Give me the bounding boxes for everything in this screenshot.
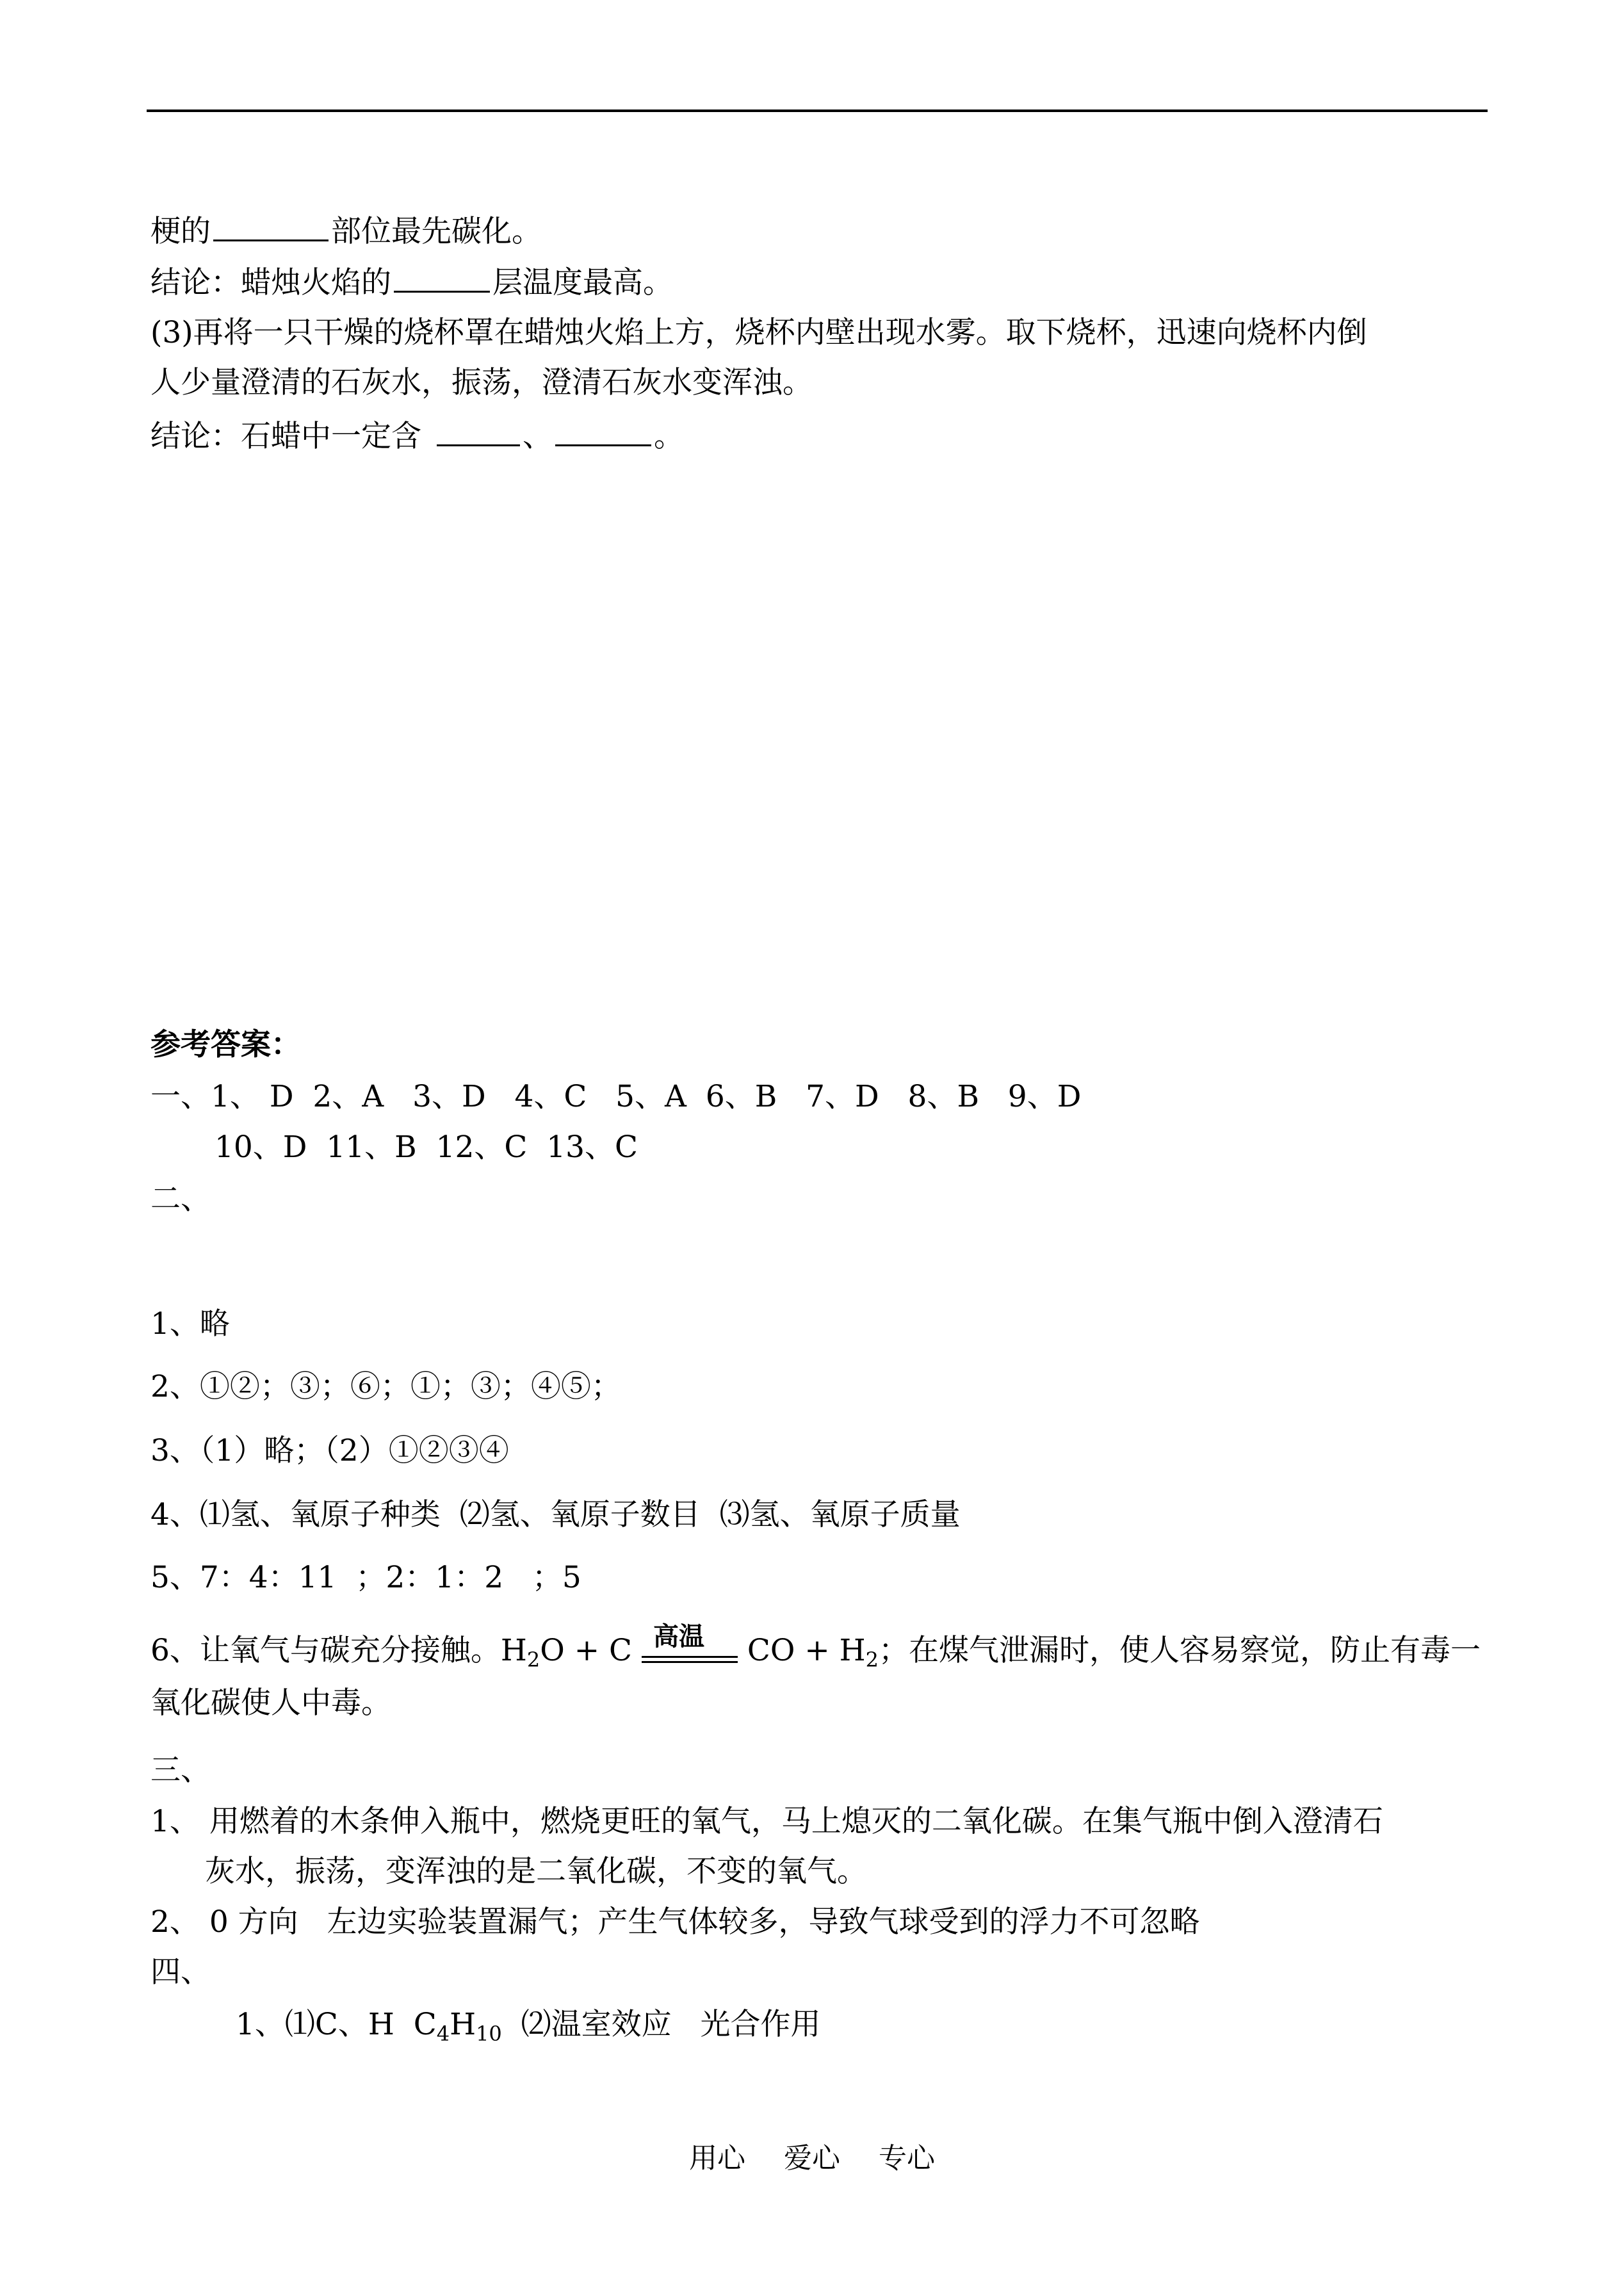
conclusion2-prefix: 结论：石蜡中一定含 [150,419,421,454]
product: CO + H [747,1633,866,1668]
section1-line-2: 10、D 11、B 12、C 13、C [215,1130,638,1165]
conclusion-line-1 [150,263,673,302]
section1-line-1: 一、1、 D 2、A 3、D 4、C 5、A 6、B 7、D 8、B 9、D [150,1079,1082,1114]
condition-label: 高温 [653,1622,704,1651]
header-rule [147,109,1488,112]
conclusion-line-2 [150,416,684,456]
step3-line-1: (3)再将一只干燥的烧杯罩在蜡烛火焰上方，烧杯内壁出现水雾。取下烧杯，迅速向烧杯内倒 [150,315,1367,350]
answer-2-2: 2、①②；③；⑥；①；③；④⑤； [150,1369,621,1404]
conclusion2-separator: 、 [523,419,553,454]
answer-blank [213,211,329,241]
answer-2-6 [150,1622,1481,1679]
answer-2-4: 4、⑴氢、氧原子种类 ⑵氢、氧原子数目 ⑶氢、氧原子质量 [150,1497,961,1532]
stem-suffix: 部位最先碳化。 [331,214,542,249]
answer-4-1 [236,2006,820,2053]
stem-prefix: 梗的 [150,214,211,249]
answer-blank [394,263,490,293]
answer-blank [555,416,651,446]
answer-2-5: 5、7：4：11 ；2：1：2 ；5 [150,1560,581,1595]
answer-blank [437,416,520,446]
footer-word: 用心 [689,2142,745,2175]
footer-word: 专心 [879,2142,935,2175]
reaction-condition [642,1622,738,1670]
page-footer [0,2141,1624,2177]
answer-3-2: 2、 0 方向 左边实验装置漏气；产生气体较多，导致气球受到的浮力不可忽略 [150,1904,1200,1940]
answer-2-6-prefix: 6、让氧气与碳充分接触。H [150,1633,527,1668]
stem-line [150,211,542,251]
answer-4-1-mid: H [450,2007,476,2042]
conclusion1-suffix: 层温度最高。 [492,265,673,300]
reactant: O + C [540,1633,633,1668]
answer-2-6-suffix: ；在煤气泄漏时，使人容易察觉，防止有毒一 [879,1633,1481,1668]
answer-4-1-prefix: 1、⑴C、H C [236,2007,437,2042]
section4-heading: 四、 [150,1954,211,1990]
answer-2-3: 3、（1）略；（2）①②③④ [150,1433,509,1468]
subscript: 2 [526,1648,540,1672]
answers-heading: 参考答案： [150,1027,301,1062]
conclusion1-prefix: 结论：蜡烛火焰的 [150,265,391,300]
section3-heading: 三、 [150,1753,211,1788]
footer-word: 爱心 [784,2142,840,2175]
equals-bar [642,1661,738,1663]
answer-2-6-line-2: 氧化碳使人中毒。 [150,1685,391,1721]
answer-3-1-line-2: 灰水，振荡，变浑浊的是二氧化碳，不变的氧气。 [205,1854,867,1889]
section2-heading: 二、 [150,1181,211,1217]
subscript: 10 [476,2022,502,2046]
subscript: 2 [865,1648,879,1672]
answer-3-1: 1、 用燃着的木条伸入瓶中，燃烧更旺的氧气，马上熄灭的二氧化碳。在集气瓶中倒入澄清石 [150,1804,1383,1839]
step3-line-2: 人少量澄清的石灰水，振荡，澄清石灰水变浑浊。 [150,365,813,400]
equals-bar [642,1656,738,1658]
answer-2-1: 1、略 [150,1306,230,1342]
subscript: 4 [436,2022,450,2046]
conclusion2-end: 。 [654,419,684,454]
answer-4-1-suffix: ⑵温室效应 光合作用 [501,2007,821,2042]
